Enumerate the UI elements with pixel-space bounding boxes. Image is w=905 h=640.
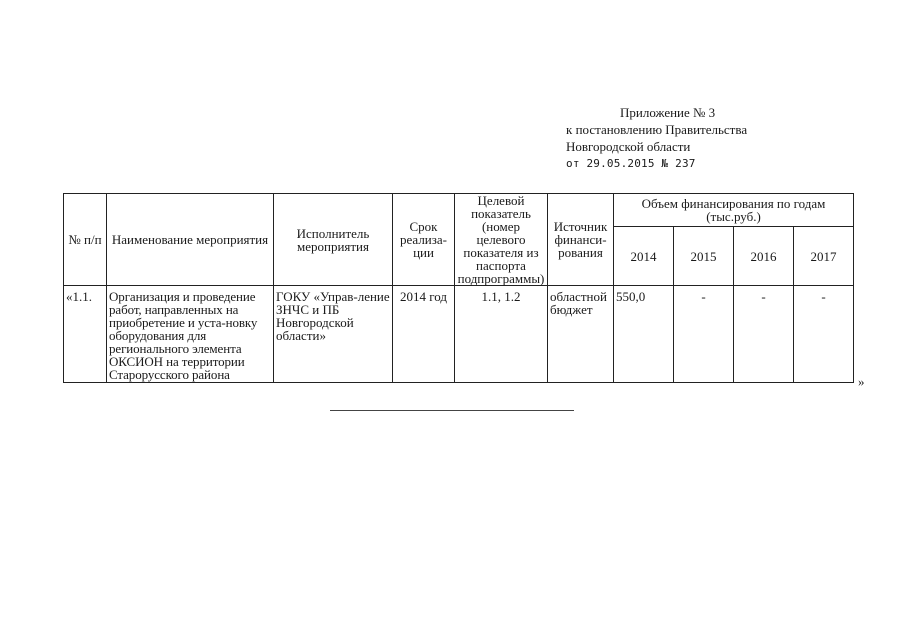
appendix-date: от 29.05.2015 № 237	[566, 157, 696, 170]
header-year-2014: 2014	[614, 227, 674, 286]
table-header-row	[64, 194, 854, 227]
header-name: Наименование мероприятия	[107, 194, 274, 286]
row-num: «1.1.	[64, 286, 107, 383]
row-name: Организация и проведение работ, направленных на приобретение и уста-новку оборудования для регионального элемента ОКСИОН на территории Старорусского района	[107, 286, 274, 383]
row-value-2016: -	[734, 286, 794, 383]
header-funding: Объем финансирования по годам (тыс.руб.)	[614, 194, 854, 227]
header-indicator: Целевой показатель (номер целевого показателя из паспорта подпрограммы)	[455, 194, 548, 286]
row-indicator: 1.1, 1.2	[455, 286, 548, 383]
header-year-2016: 2016	[734, 227, 794, 286]
appendix-region: Новгородской области	[566, 139, 691, 154]
appendix-header	[566, 104, 747, 172]
header-term: Срок реализа-ции	[393, 194, 455, 286]
header-num: № п/п	[64, 194, 107, 286]
row-source: областной бюджет	[548, 286, 614, 383]
row-value-2015: -	[674, 286, 734, 383]
row-term: 2014 год	[393, 286, 455, 383]
appendix-title: Приложение № 3	[620, 105, 716, 120]
row-value-2017: -	[794, 286, 854, 383]
funding-table	[63, 193, 854, 383]
table-row	[64, 286, 854, 383]
header-year-2015: 2015	[674, 227, 734, 286]
row-executor: ГОКУ «Управ-ление ЗНЧС и ПБ Новгородской области»	[274, 286, 393, 383]
row-value-2014: 550,0	[614, 286, 674, 383]
appendix-resolution: к постановлению Правительства	[566, 122, 748, 137]
closing-quote: »	[858, 374, 865, 389]
header-source: Источник финанси-рования	[548, 194, 614, 286]
divider-line	[330, 410, 574, 411]
header-executor: Исполнитель мероприятия	[274, 194, 393, 286]
header-year-2017: 2017	[794, 227, 854, 286]
